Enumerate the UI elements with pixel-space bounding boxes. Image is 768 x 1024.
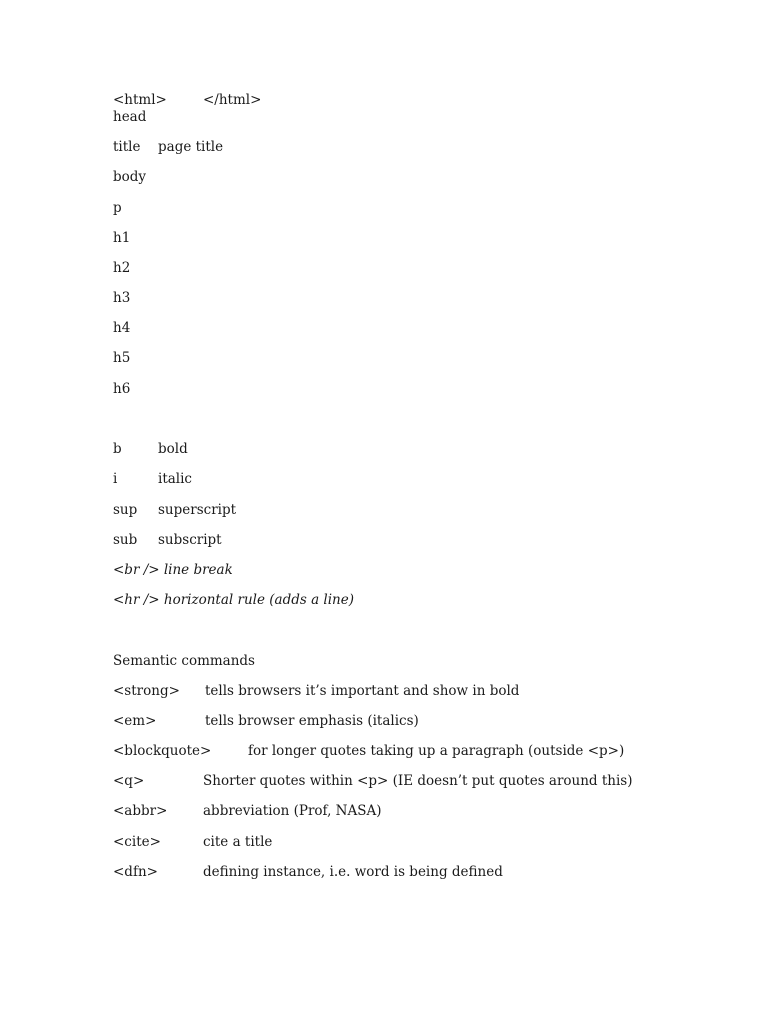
format-tag: sup	[113, 502, 138, 518]
html-open-tag: <html>	[113, 92, 167, 108]
semantic-desc: tells browser emphasis (italics)	[205, 713, 419, 729]
heading-h2: h2	[113, 260, 131, 276]
format-row-bold	[113, 440, 188, 458]
html-line	[113, 91, 262, 109]
semantic-desc: for longer quotes taking up a paragraph (outside <p>)	[248, 743, 625, 759]
format-tag: i	[113, 471, 118, 487]
title-desc: page title	[158, 139, 224, 155]
semantic-tag: <blockquote>	[113, 743, 212, 759]
semantic-desc: Shorter quotes within <p> (IE doesn’t put quotes around this)	[203, 773, 633, 789]
format-desc: superscript	[158, 502, 237, 518]
semantic-tag: <strong>	[113, 683, 180, 699]
format-desc: subscript	[158, 532, 222, 548]
br-line: <br /> line break	[113, 562, 233, 578]
format-row-subscript	[113, 531, 222, 549]
heading-p: p	[113, 200, 122, 216]
html-close-tag: </html>	[203, 92, 262, 108]
semantic-row-blockquote	[113, 742, 625, 760]
head-line: head	[113, 109, 147, 125]
semantic-tag: <cite>	[113, 834, 161, 850]
semantic-row-strong	[113, 682, 520, 700]
hr-line: <hr /> horizontal rule (adds a line)	[113, 592, 355, 608]
format-tag: b	[113, 441, 122, 457]
format-tag: sub	[113, 532, 138, 548]
format-row-italic	[113, 470, 192, 488]
semantic-row-cite	[113, 833, 273, 851]
format-desc: bold	[158, 441, 188, 457]
format-desc: italic	[158, 471, 192, 487]
semantic-tag: <q>	[113, 773, 145, 789]
semantic-desc: cite a title	[203, 834, 273, 850]
format-row-superscript	[113, 501, 237, 519]
semantic-heading: Semantic commands	[113, 653, 255, 669]
semantic-desc: defining instance, i.e. word is being defined	[203, 864, 503, 880]
semantic-row-dfn	[113, 863, 503, 881]
semantic-desc: tells browsers it’s important and show in bold	[205, 683, 520, 699]
semantic-row-q	[113, 772, 633, 790]
semantic-tag: <abbr>	[113, 803, 168, 819]
semantic-row-em	[113, 712, 419, 730]
semantic-tag: <dfn>	[113, 864, 158, 880]
semantic-desc: abbreviation (Prof, NASA)	[203, 803, 382, 819]
title-tag: title	[113, 139, 141, 155]
heading-h4: h4	[113, 320, 131, 336]
semantic-tag: <em>	[113, 713, 157, 729]
semantic-row-abbr	[113, 802, 382, 820]
heading-h3: h3	[113, 290, 131, 306]
body-line: body	[113, 169, 147, 185]
heading-h5: h5	[113, 350, 131, 366]
title-line	[113, 138, 224, 156]
heading-h6: h6	[113, 381, 131, 397]
heading-h1: h1	[113, 230, 131, 246]
